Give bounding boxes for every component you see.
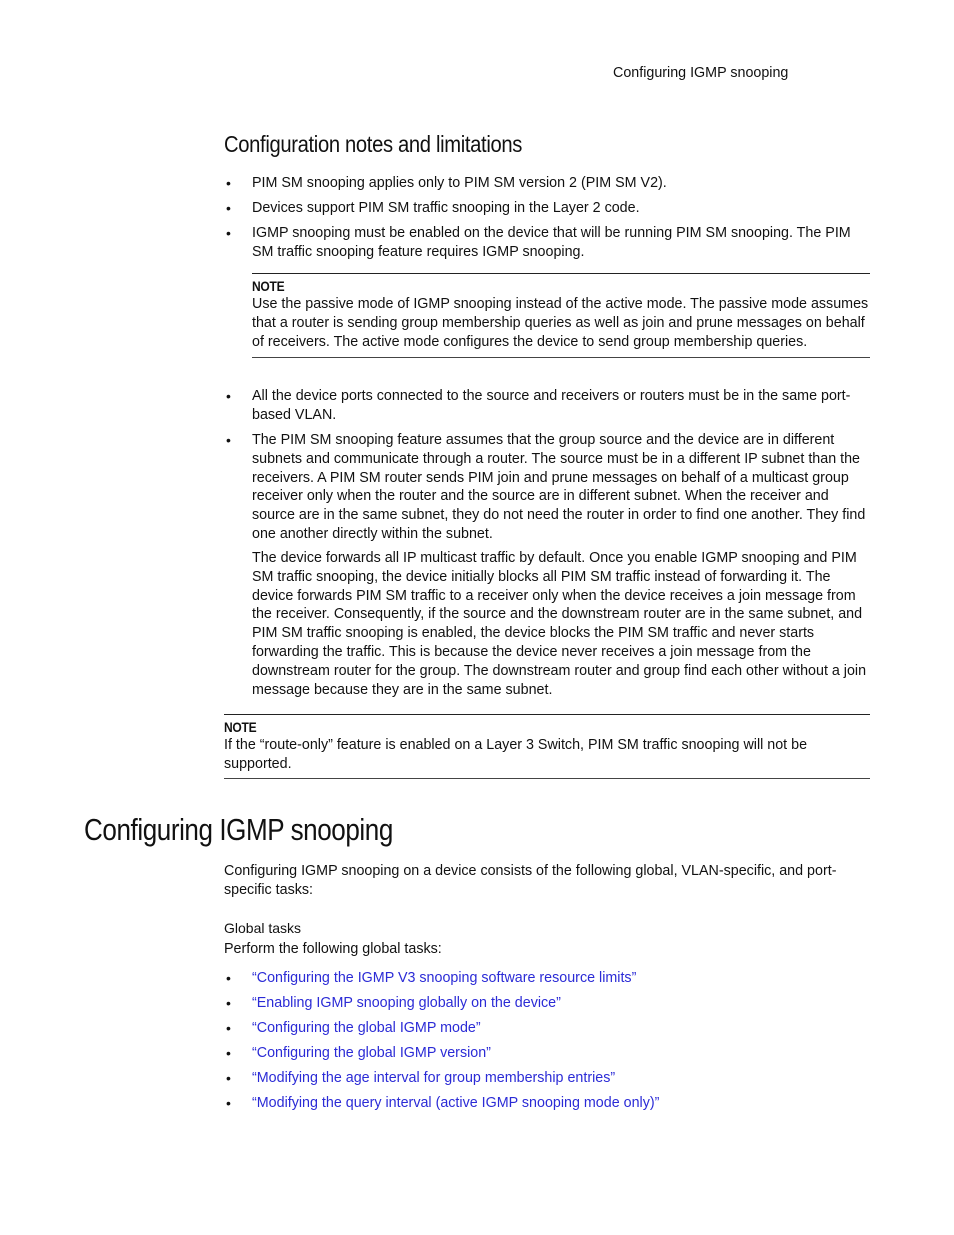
link-global-igmp-mode[interactable]: “Configuring the global IGMP mode” — [252, 1020, 481, 1036]
bullet-marker: • — [226, 1020, 231, 1036]
list-item: The PIM SM snooping feature assumes that the group source and the device are in different subnets and communicate through a router. The source must be in a different IP subnet than the receivers. A PIM SM router sends PIM join and prune messages on behalf of a multicast group receiver only when the router and the source are in different subnet. When the receiver and source are in the same subnet, they do not need the router in order to find one another. They find one another directly within the subnet. — [252, 432, 866, 542]
note-text: Use the passive mode of IGMP snooping instead of the active mode. The passive mode assumes that a router is sending group membership queries as well as join and prune messages on behalf of receivers. The active mode configures the device to send group membership queries. — [252, 296, 869, 350]
note-text: If the “route-only” feature is enabled on a Layer 3 Switch, PIM SM traffic snooping will not be supported. — [224, 737, 808, 772]
section-heading: Configuration notes and limitations — [224, 131, 523, 157]
link-age-interval[interactable]: “Modifying the age interval for group membership entries” — [252, 1070, 616, 1086]
bullet-marker: • — [226, 1095, 231, 1111]
running-header: Configuring IGMP snooping — [613, 65, 789, 81]
bullet-marker: • — [226, 200, 231, 216]
link-enable-igmp-globally[interactable]: “Enabling IGMP snooping globally on the device” — [252, 995, 561, 1011]
list-item: IGMP snooping must be enabled on the device that will be running PIM SM snooping. The PIM SM traffic snooping feature requires IGMP snooping. — [252, 225, 851, 260]
bullet-marker: • — [226, 995, 231, 1011]
bullet-marker: • — [226, 388, 231, 404]
list-item: Devices support PIM SM traffic snooping in the Layer 2 code. — [252, 200, 640, 216]
lead-text: Perform the following global tasks: — [224, 941, 442, 957]
intro-paragraph: Configuring IGMP snooping on a device consists of the following global, VLAN-specific, and port-specific tasks: — [224, 863, 837, 898]
bullet-marker: • — [226, 970, 231, 986]
link-igmp-v3-resource-limits[interactable]: “Configuring the IGMP V3 snooping software resource limits” — [252, 970, 637, 986]
subheading: Global tasks — [224, 920, 302, 936]
page-title: Configuring IGMP snooping — [84, 812, 393, 847]
note-label: NOTE — [224, 719, 257, 735]
bullet-marker: • — [226, 1045, 231, 1061]
continuation-paragraph: The device forwards all IP multicast traffic by default. Once you enable IGMP snooping and PIM SM traffic snooping, the device initially blocks all PIM SM traffic instead of forwarding it. The device forwards PIM SM traffic to a receiver only when the device receives a join message from the receiver. Consequently, if the source and the downstream router are in the same subnet, and PIM SM traffic snooping is enabled, the device blocks the PIM SM traffic and never starts forwarding the traffic. This is because the device never receives a join message from the downstream router for the group. The downstream router and group find each other without a join message because they are in the same subnet. — [252, 550, 867, 698]
bullet-marker: • — [226, 175, 231, 191]
note-box — [252, 273, 870, 358]
list-item: PIM SM snooping applies only to PIM SM version 2 (PIM SM V2). — [252, 175, 667, 191]
bullet-marker: • — [226, 432, 231, 448]
list-item: All the device ports connected to the source and receivers or routers must be in the same port-based VLAN. — [252, 388, 851, 423]
note-label: NOTE — [252, 278, 285, 294]
link-query-interval[interactable]: “Modifying the query interval (active IGMP snooping mode only)” — [252, 1095, 660, 1111]
bullet-marker: • — [226, 1070, 231, 1086]
bullet-marker: • — [226, 225, 231, 241]
note-box — [224, 714, 870, 779]
link-global-igmp-version[interactable]: “Configuring the global IGMP version” — [252, 1045, 491, 1061]
